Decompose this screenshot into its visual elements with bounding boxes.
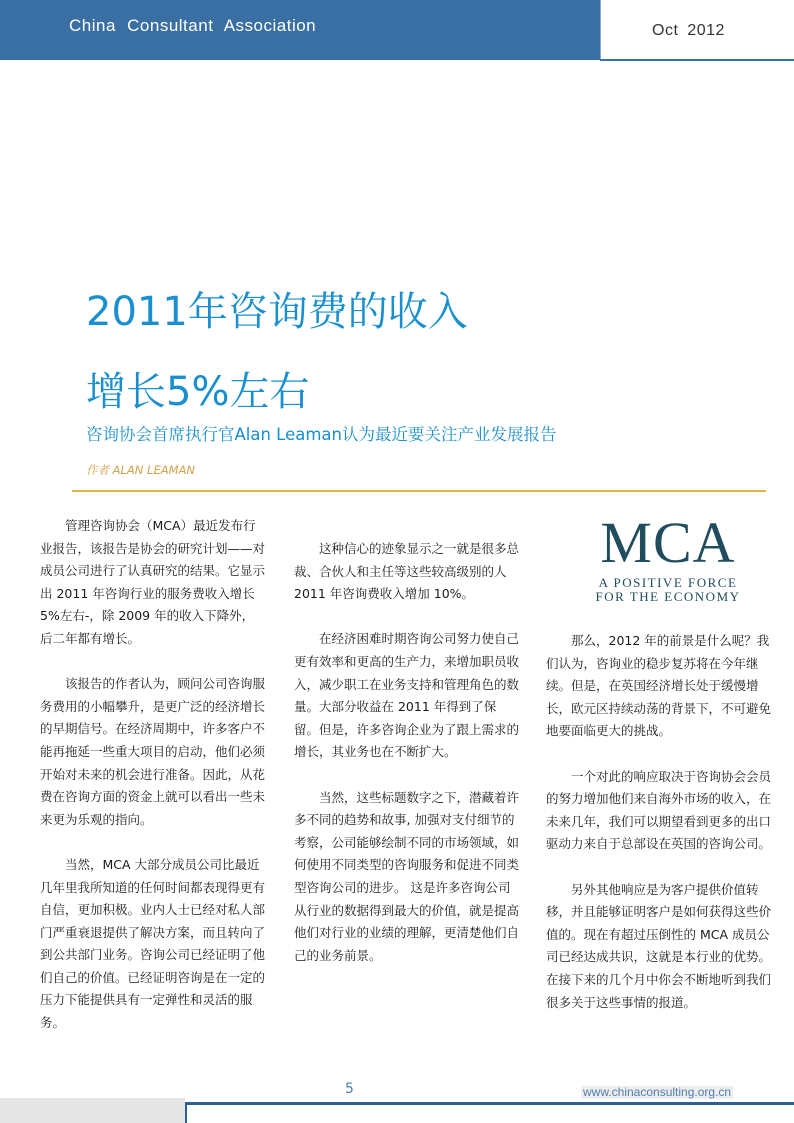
paragraph: 那么，2012 年的前景是什么呢？我们认为，咨询业的稳步复苏将在今年继续。但是，在英国经济增长处于缓慢增长，欧元区持续动荡的背景下，不可避免地要面临更大的挑战。 bbox=[546, 633, 772, 739]
paragraph: 该报告的作者认为，顾问公司咨询服务费用的小幅攀升，是更广泛的经济增长的早期信号。在经济周期中，许多客户不能再拖延一些重大项目的启动，他们必须开始对未来的机会进行准备。因此，从花费在咨询方面的资金上就可以看出一些未来更为乐观的指向。 bbox=[40, 676, 266, 827]
text-column-2 bbox=[294, 538, 520, 990]
website-link[interactable]: www.chinaconsulting.org.cn bbox=[583, 1085, 732, 1099]
header-organization: China Consultant Association bbox=[69, 16, 317, 35]
article-title-line1: 2011年咨询费的收入 bbox=[86, 289, 468, 335]
article-subtitle: 咨询协会首席执行官Alan Leaman认为最近要关注产业发展报告 bbox=[86, 425, 557, 444]
paragraph: 这种信心的迹象显示之一就是很多总裁、合伙人和主任等这些较高级别的人 2011 年咨询费收入增加 10%。 bbox=[294, 541, 520, 602]
logo-mark: MCA bbox=[600, 510, 736, 575]
page-number: 5 bbox=[345, 1081, 354, 1097]
text-column-1 bbox=[40, 515, 266, 1057]
paragraph: 在经济困难时期咨询公司努力使自己更有效率和更高的生产力，来增加职员收入，减少职工在业务支持和管理角色的数量。大部分收益在 2011 年得到了保留。但是，许多咨询企业为了跟上需求的增长，其业务也在不断扩大。 bbox=[294, 631, 520, 760]
header-date: Oct 2012 bbox=[652, 22, 725, 39]
logo-tagline-1: A POSITIVE FORCE bbox=[598, 575, 738, 590]
article-byline: 作者 ALAN LEAMAN bbox=[86, 463, 195, 477]
header-divider bbox=[600, 0, 601, 60]
footer-rule bbox=[186, 1102, 794, 1105]
paragraph: 当然，这些标题数字之下，潜藏着许多不同的趋势和故事, 加强对支付细节的考察，公司能够绘制不同的市场领域，如何使用不同类型的咨询服务和促进不同类型咨询公司的进步。 这是许多咨询公司从行业的数据得到最大的价值，就是提高他们对行业的业绩的理解，更清楚他们自己的业务前景。 bbox=[294, 789, 520, 963]
header-rule bbox=[600, 59, 794, 61]
mca-logo bbox=[582, 510, 754, 618]
paragraph: 管理咨询协会（MCA）最近发布行业报告，该报告是协会的研究计划——对成员公司进行了认真研究的结果。它显示出 2011 年咨询行业的服务费收入增长 5%左右-，除 2009 年的收入下降外，后二年都有增长。 bbox=[40, 518, 266, 646]
logo-tagline-2: FOR THE ECONOMY bbox=[595, 589, 741, 604]
footer-divider bbox=[185, 1102, 187, 1123]
paragraph: 另外其他响应是为客户提供价值转移，并且能够证明客户是如何获得这些价值的。现在有超过压倒性的 MCA 成员公司已经达成共识，这就是本行业的优势。在接下来的几个月中你会不断地听到我们很多关于这些事情的报道。 bbox=[546, 881, 772, 1010]
section-divider bbox=[72, 490, 766, 492]
paragraph: 一个对此的响应取决于咨询协会会员的努力增加他们来自海外市场的收入，在未来几年，我们可以期望看到更多的出口驱动力来自于总部设在英国的咨询公司。 bbox=[546, 768, 772, 852]
text-column-3 bbox=[546, 630, 780, 1037]
footer-panel bbox=[0, 1098, 185, 1123]
paragraph: 当然，MCA 大部分成员公司比最近几年里我所知道的任何时间都表现得更有自信，更加积极。业内人士已经对私人部门严重衰退提供了解决方案，而且转向了到公共部门业务。咨询公司已经证明了他们自己的价值。已经证明咨询是在一定的压力下能提供具有一定弹性和灵活的服务。 bbox=[40, 856, 266, 1031]
article-title-line2: 增长5%左右 bbox=[86, 369, 310, 415]
